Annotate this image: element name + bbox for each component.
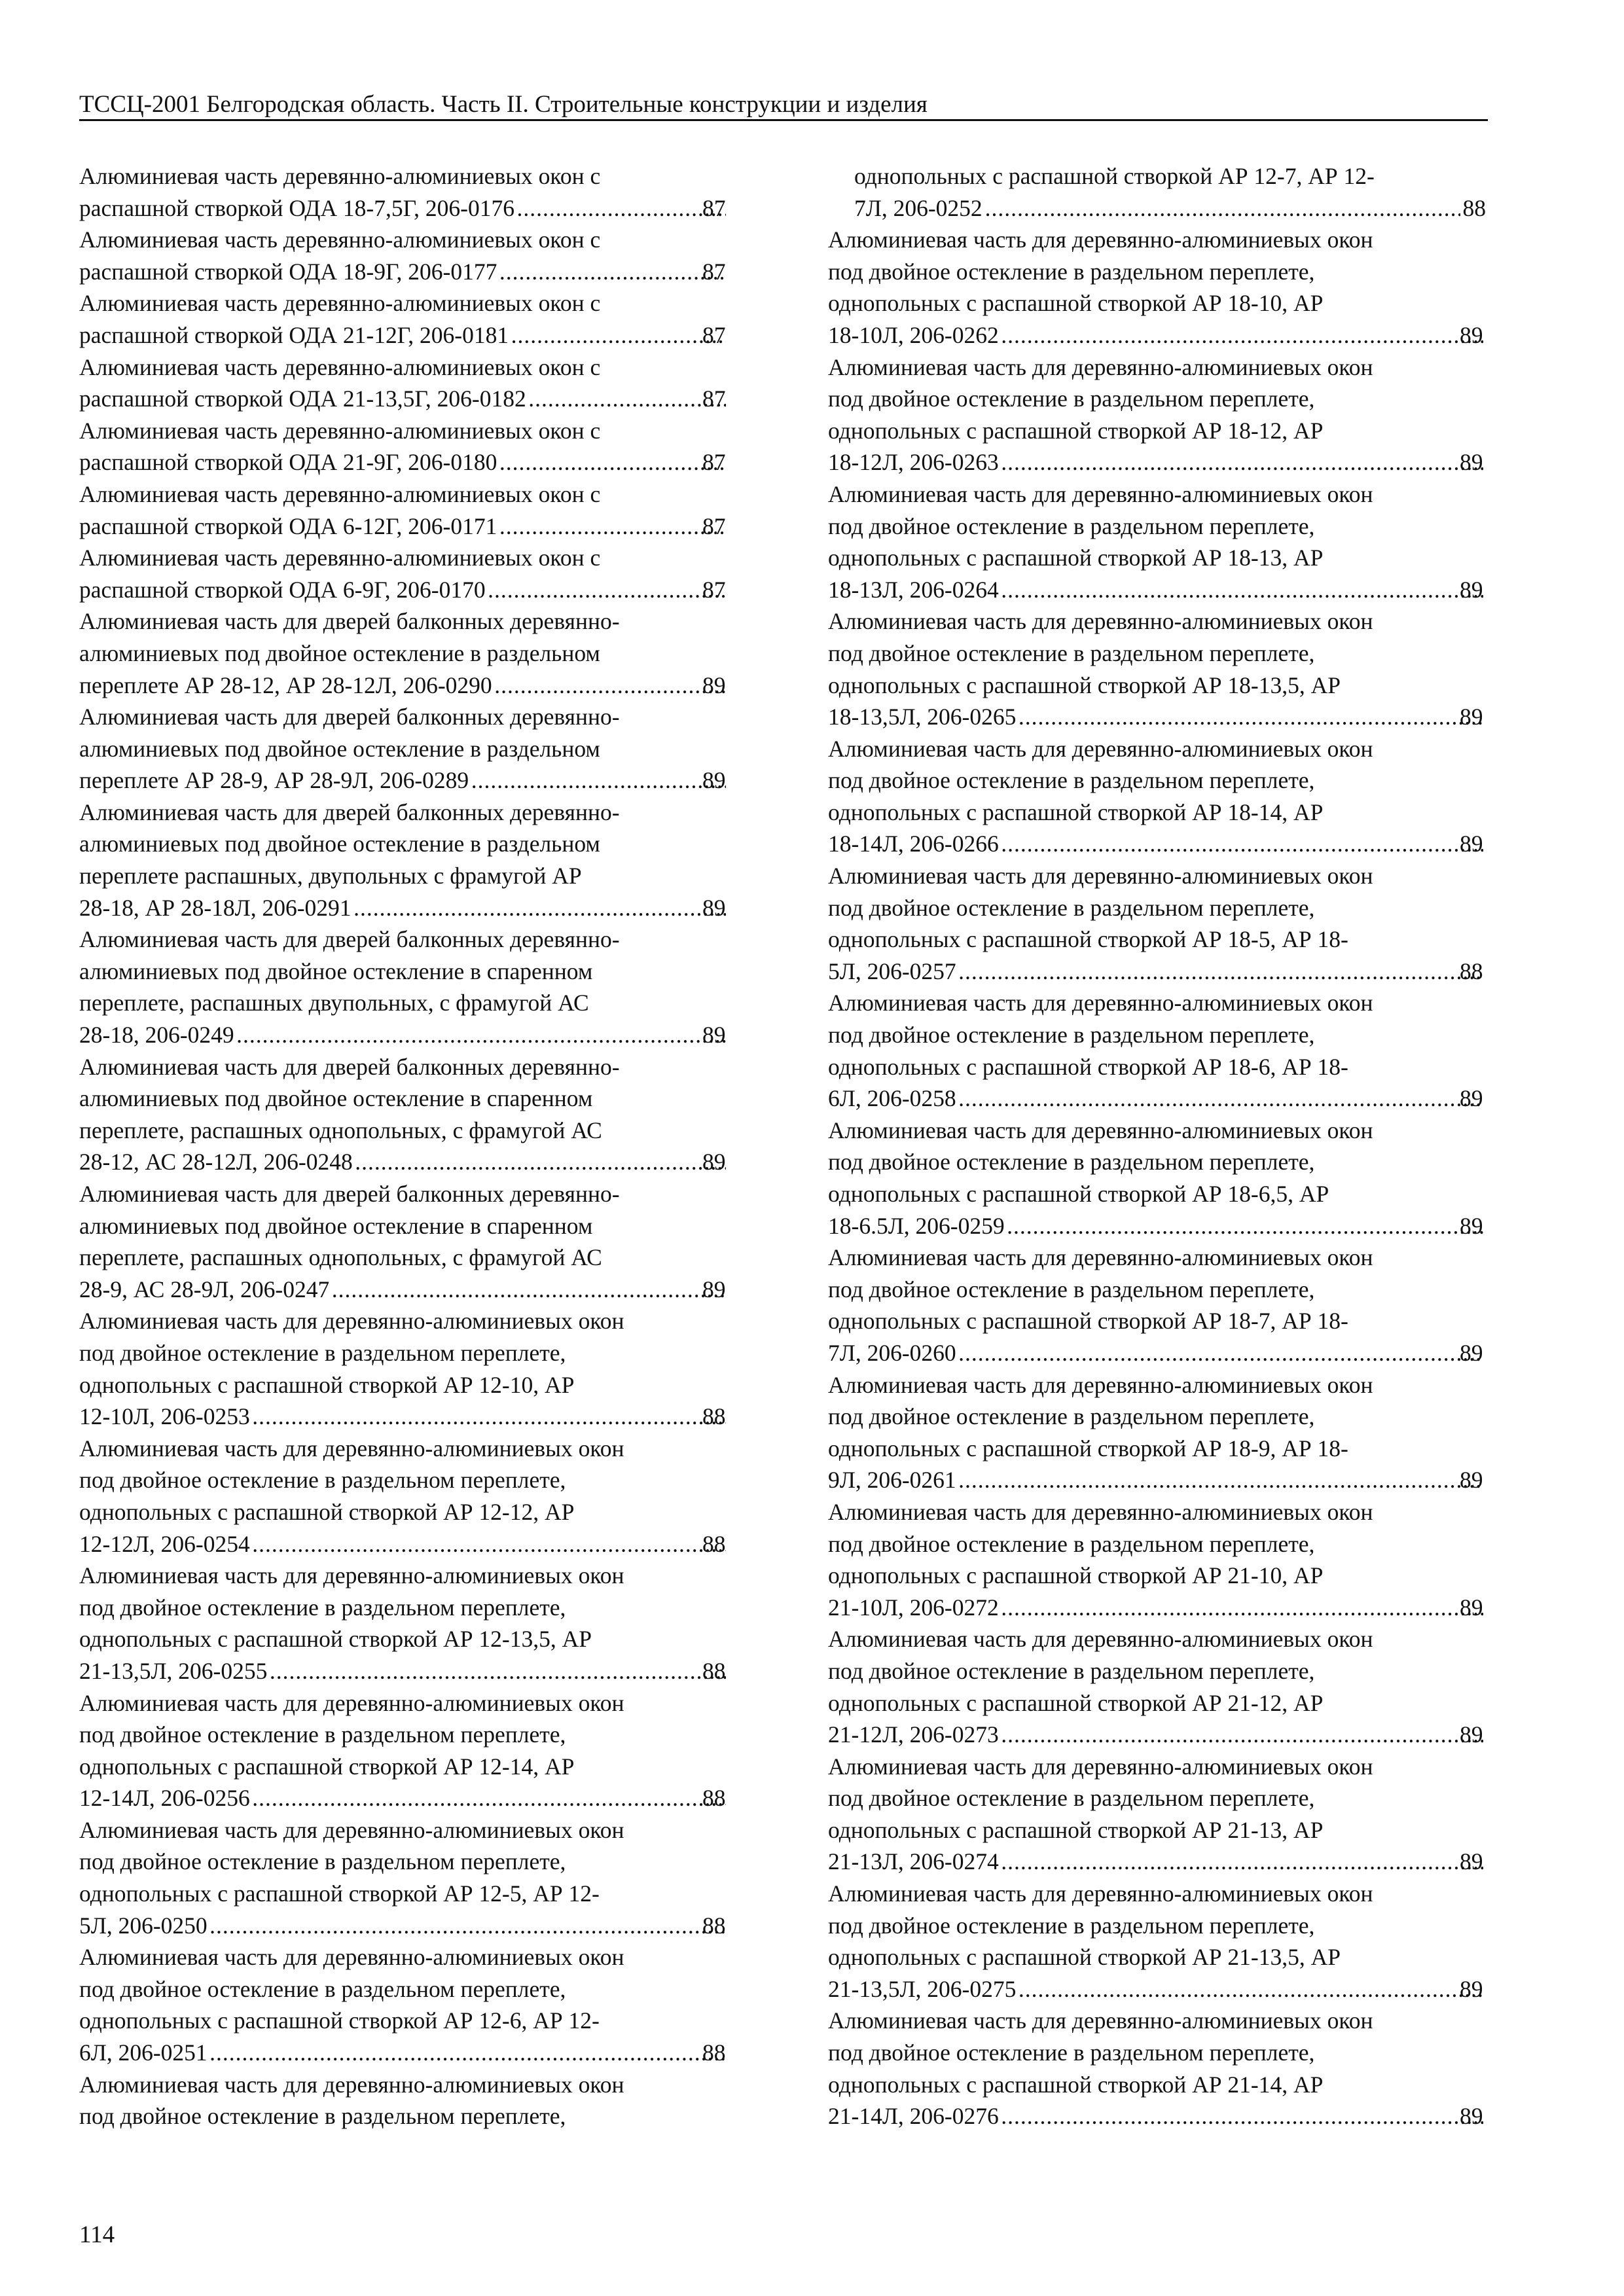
dot-leader xyxy=(1001,1592,1483,1624)
index-entry xyxy=(828,478,1486,605)
dot-leader xyxy=(253,1528,726,1560)
index-entry-last-line: 21-10Л, 206-0272 ..... 89 xyxy=(854,1592,1486,1624)
dot-leader xyxy=(511,319,726,351)
index-entry-last-line: распашной створкой ОДА 18-7,5Г, 206-0176 ..... 87 xyxy=(105,192,729,224)
index-entry-code: 18-13,5Л, 206-0265 xyxy=(828,704,1017,730)
dot-leader xyxy=(210,1910,726,1942)
dot-leader xyxy=(253,1401,726,1433)
index-entry-last-line: 12-12Л, 206-0254 ..... 88 xyxy=(105,1528,729,1560)
index-entry-line: Алюминиевая часть для деревянно-алюминиевых окон xyxy=(79,2071,624,2098)
index-entry-line: однопольных с распашной створкой АР 21-12, АР xyxy=(828,1689,1324,1716)
index-entry-line: алюминиевых под двойное остекление в раздельном xyxy=(79,831,600,857)
index-entry-code: распашной створкой ОДА 18-7,5Г, 206-0176 xyxy=(79,194,514,221)
index-entry-line: Алюминиевая часть для дверей балконных деревянно- xyxy=(79,1053,620,1080)
header-rule xyxy=(79,119,1488,121)
index-entry-line: однопольных с распашной створкой АР 12-5, АР 12- xyxy=(79,1880,600,1907)
index-entry-line: однопольных с распашной створкой АР 21-14, АР xyxy=(828,2071,1324,2098)
index-entry-last-line: 18-10Л, 206-0262 ..... 89 xyxy=(854,319,1486,351)
index-entry-last-line: распашной створкой ОДА 6-12Г, 206-0171 ..... 87 xyxy=(105,511,729,543)
dot-leader xyxy=(237,1019,726,1051)
index-entry-last-line: 21-14Л, 206-0276 ..... 89 xyxy=(854,2100,1486,2132)
index-entry-line: Алюминиевая часть для дверей балконных деревянно- xyxy=(79,704,620,730)
index-entry-last-line: 28-9, АС 28-9Л, 206-0247 ..... 89 xyxy=(105,1274,729,1306)
index-entry-code: переплете АР 28-9, АР 28-9Л, 206-0289 xyxy=(79,767,469,794)
index-entry-code: распашной створкой ОДА 21-9Г, 206-0180 xyxy=(79,449,497,476)
index-entry-line: Алюминиевая часть деревянно-алюминиевых окон с xyxy=(79,480,601,507)
index-entry xyxy=(828,224,1486,351)
index-column-right xyxy=(828,160,1486,2132)
dot-leader xyxy=(1007,1210,1483,1242)
dot-leader xyxy=(959,956,1483,988)
index-entry-code: 21-13Л, 206-0274 xyxy=(828,1848,999,1875)
index-entry-line: Алюминиевая часть для деревянно-алюминиевых окон xyxy=(828,226,1373,253)
dot-leader xyxy=(471,764,726,797)
index-entry-line: однопольных с распашной створкой АР 18-6,5, АР xyxy=(828,1181,1329,1207)
index-entry-last-line xyxy=(854,192,1486,224)
dot-leader xyxy=(332,1274,726,1306)
index-entry xyxy=(828,2005,1486,2132)
index-entry-line: Алюминиевая часть для деревянно-алюминиевых окон xyxy=(79,1816,624,1843)
index-entry-code: 21-12Л, 206-0273 xyxy=(828,1721,999,1748)
dot-leader xyxy=(517,192,726,224)
index-entry-line: под двойное остекление в раздельном переплете, xyxy=(828,1530,1315,1557)
index-entry-line: Алюминиевая часть деревянно-алюминиевых окон с xyxy=(79,545,601,571)
index-entry-line: под двойное остекление в раздельном переплете, xyxy=(828,639,1315,666)
index-entry-line: Алюминиевая часть для деревянно-алюминиевых окон xyxy=(828,480,1373,507)
index-entry-line: однопольных с распашной створкой АР 18-12, АР xyxy=(828,417,1324,444)
dot-leader xyxy=(959,1337,1483,1369)
index-entry-line: под двойное остекление в раздельном переплете, xyxy=(79,1594,566,1621)
index-entry-code: 21-13,5Л, 206-0275 xyxy=(828,1975,1017,2002)
index-entry-last-line: 5Л, 206-0250 ..... 88 xyxy=(105,1910,729,1942)
index-entry-code: 18-12Л, 206-0263 xyxy=(828,449,999,476)
index-entry-line: Алюминиевая часть для деревянно-алюминиевых окон xyxy=(828,1371,1373,1398)
index-entry-line: Алюминиевая часть для деревянно-алюминиевых окон xyxy=(828,1498,1373,1525)
index-entry-line: под двойное остекление в раздельном переплете, xyxy=(828,2039,1315,2066)
dot-leader xyxy=(1001,446,1483,478)
index-entry-line: однопольных с распашной створкой АР 21-10, АР xyxy=(828,1562,1324,1589)
index-entry-code: 7Л, 206-0252 xyxy=(854,194,983,221)
index-entry-line: однопольных с распашной створкой АР 18-10, АР xyxy=(828,290,1324,317)
index-entry-line: однопольных с распашной створкой АР 12-10, АР xyxy=(79,1371,575,1398)
dot-leader xyxy=(1019,1973,1483,2005)
index-entry xyxy=(828,1115,1486,1242)
index-entry-line: однопольных с распашной створкой АР 18-9, АР 18- xyxy=(828,1435,1348,1462)
index-entry-last-line: 21-13,5Л, 206-0275 ..... 89 xyxy=(854,1973,1486,2005)
index-column-left xyxy=(79,160,729,2132)
dot-leader xyxy=(1001,1719,1483,1751)
dot-leader xyxy=(355,1146,726,1178)
index-entry-line: однопольных с распашной створкой АР 18-6, АР 18- xyxy=(828,1053,1348,1080)
index-entry-line: Алюминиевая часть деревянно-алюминиевых окон с xyxy=(79,417,601,444)
dot-leader xyxy=(499,446,726,478)
index-entry-last-line: распашной створкой ОДА 21-9Г, 206-0180 ..... 87 xyxy=(105,446,729,478)
index-entry-line: Алюминиевая часть для дверей балконных деревянно- xyxy=(79,926,620,953)
index-entry-line: переплете, распашных однопольных, с фрамугой АС xyxy=(79,1244,602,1271)
index-entry-last-line: 7Л, 206-0260 ..... 89 xyxy=(854,1337,1486,1369)
index-entry-line: Алюминиевая часть для деревянно-алюминиевых окон xyxy=(828,1244,1373,1271)
dot-leader xyxy=(1001,828,1483,860)
index-entry xyxy=(79,415,729,478)
index-entry-line: под двойное остекление в раздельном переплете, xyxy=(79,1467,566,1494)
index-entry-line: под двойное остекление в раздельном переплете, xyxy=(828,386,1315,412)
index-entry-code: 12-12Л, 206-0254 xyxy=(79,1530,250,1557)
index-entry-code: распашной створкой ОДА 21-13,5Г, 206-0182 xyxy=(79,386,526,412)
index-entry-code: 28-12, АС 28-12Л, 206-0248 xyxy=(79,1149,353,1175)
index-entry-last-line: переплете АР 28-12, АР 28-12Л, 206-0290 ..... 89 xyxy=(105,670,729,702)
index-entry-line: однопольных с распашной створкой АР 12-12, АР xyxy=(79,1498,575,1525)
index-entry-code: 12-14Л, 206-0256 xyxy=(79,1785,250,1812)
index-entry-line: Алюминиевая часть для деревянно-алюминиевых окон xyxy=(828,735,1373,762)
index-entry-line: однопольных с распашной створкой АР 12-14, АР xyxy=(79,1753,575,1780)
index-entry-page: 88 xyxy=(1462,194,1486,221)
index-entry xyxy=(828,351,1486,478)
index-entry-line: Алюминиевая часть для деревянно-алюминиевых окон xyxy=(79,1308,624,1335)
index-entry-line: Алюминиевая часть для деревянно-алюминиевых окон xyxy=(79,1689,624,1716)
index-entry-line: Алюминиевая часть для деревянно-алюминиевых окон xyxy=(828,2007,1373,2034)
index-entry-line: однопольных с распашной створкой АР 18-7, АР 18- xyxy=(828,1308,1348,1335)
index-entry xyxy=(79,1051,729,1178)
index-entry-line: однопольных с распашной створкой АР 12-7, АР 12- xyxy=(854,163,1375,189)
index-entry xyxy=(828,860,1486,987)
index-entry xyxy=(79,287,729,351)
index-entry-line: под двойное остекление в раздельном переплете, xyxy=(79,1975,566,2002)
index-entry-last-line: 21-13,5Л, 206-0255 ..... 88 xyxy=(105,1655,729,1687)
index-entry-last-line: 6Л, 206-0251 ..... 88 xyxy=(105,2037,729,2069)
index-entry-line: Алюминиевая часть для деревянно-алюминиевых окон xyxy=(828,863,1373,889)
index-entry-last-line: 5Л, 206-0257 ..... 88 xyxy=(854,956,1486,988)
index-entry-last-line: распашной створкой ОДА 18-9Г, 206-0177 ..... 87 xyxy=(105,256,729,288)
index-entry-line: под двойное остекление в раздельном переплете, xyxy=(828,1912,1315,1939)
index-entry-line: под двойное остекление в раздельном переплете, xyxy=(828,767,1315,794)
index-entry xyxy=(828,1878,1486,2005)
index-entry-code: 6Л, 206-0258 xyxy=(828,1085,956,1112)
index-entry-code: распашной створкой ОДА 6-12Г, 206-0171 xyxy=(79,512,497,539)
index-entry-last-line: 18-12Л, 206-0263 ..... 89 xyxy=(854,446,1486,478)
index-entry-line: Алюминиевая часть для дверей балконных деревянно- xyxy=(79,1181,620,1207)
index-entry-line: Алюминиевая часть деревянно-алюминиевых окон с xyxy=(79,163,601,189)
index-entry xyxy=(828,1751,1486,1878)
index-entry xyxy=(828,733,1486,860)
index-entry-code: 9Л, 206-0261 xyxy=(828,1467,956,1494)
index-entry-code: 12-10Л, 206-0253 xyxy=(79,1403,250,1430)
index-entry-last-line: распашной створкой ОДА 21-12Г, 206-0181 ..... 87 xyxy=(105,319,729,351)
index-entry-line: однопольных с распашной створкой АР 18-5, АР 18- xyxy=(828,926,1348,953)
index-entry-line: переплете распашных, двупольных с фрамугой АР xyxy=(79,863,582,889)
index-entry xyxy=(79,160,729,224)
dot-leader xyxy=(959,1464,1483,1496)
index-entry-last-line: 18-14Л, 206-0266 ..... 89 xyxy=(854,828,1486,860)
dot-leader xyxy=(354,892,726,924)
index-entry xyxy=(79,1433,729,1560)
index-entry xyxy=(79,605,729,701)
index-entry-line: однопольных с распашной створкой АР 12-6, АР 12- xyxy=(79,2007,600,2034)
index-entry-code: 18-14Л, 206-0266 xyxy=(828,831,999,857)
index-entry-line: под двойное остекление в раздельном переплете, xyxy=(828,1657,1315,1684)
dot-leader xyxy=(1001,2100,1483,2132)
index-entry-code: 28-18, 206-0249 xyxy=(79,1022,234,1049)
index-entry-code: 18-13Л, 206-0264 xyxy=(828,576,999,603)
index-entry-line: алюминиевых под двойное остекление в спаренном xyxy=(79,1212,593,1239)
index-entry xyxy=(79,1941,729,2068)
index-entry xyxy=(79,2069,729,2132)
index-entry xyxy=(79,542,729,605)
dot-leader xyxy=(270,1655,726,1687)
index-entry-last-line: 28-12, АС 28-12Л, 206-0248 ..... 89 xyxy=(105,1146,729,1178)
index-entry-line: Алюминиевая часть для деревянно-алюминиевых окон xyxy=(828,1753,1373,1780)
index-entry xyxy=(79,1687,729,1814)
index-entry-last-line: 28-18, 206-0249 ..... 89 xyxy=(105,1019,729,1051)
index-entry-code: распашной створкой ОДА 6-9Г, 206-0170 xyxy=(79,576,486,603)
index-entry-code: 28-18, АР 28-18Л, 206-0291 xyxy=(79,894,352,921)
index-entry-line: однопольных с распашной створкой АР 18-14, АР xyxy=(828,798,1324,825)
index-entry-code: 5Л, 206-0257 xyxy=(828,958,956,984)
index-entry-line: алюминиевых под двойное остекление в раздельном xyxy=(79,639,600,666)
index-entry-line: Алюминиевая часть деревянно-алюминиевых окон с xyxy=(79,290,601,317)
index-entry-code: 21-10Л, 206-0272 xyxy=(828,1594,999,1621)
index-entry-line: Алюминиевая часть для деревянно-алюминиевых окон xyxy=(79,1435,624,1462)
index-entry xyxy=(828,1369,1486,1496)
index-entry-last-line: 18-13Л, 206-0264 ..... 89 xyxy=(854,574,1486,606)
dot-leader xyxy=(1001,1846,1483,1878)
index-entry-line: под двойное остекление в раздельном переплете, xyxy=(828,1149,1315,1175)
index-entry-line: Алюминиевая часть для дверей балконных деревянно- xyxy=(79,608,620,635)
index-entry-last-line: 28-18, АР 28-18Л, 206-0291 ..... 89 xyxy=(105,892,729,924)
index-entry-line: под двойное остекление в раздельном переплете, xyxy=(79,1848,566,1875)
dot-leader xyxy=(495,670,726,702)
index-entry-line: Алюминиевая часть для деревянно-алюминиевых окон xyxy=(79,1944,624,1971)
index-entry-line: Алюминиевая часть для деревянно-алюминиевых окон xyxy=(79,1562,624,1589)
dot-leader xyxy=(210,2037,726,2069)
index-entry-line: под двойное остекление в раздельном переплете, xyxy=(828,894,1315,921)
dot-leader xyxy=(499,511,726,543)
index-entry-last-line: 18-6.5Л, 206-0259 ..... 89 xyxy=(854,1210,1486,1242)
index-entry-code: распашной створкой ОДА 21-12Г, 206-0181 xyxy=(79,321,509,348)
index-entry-last-line: распашной створкой ОДА 21-13,5Г, 206-0182 ..... 87 xyxy=(105,383,729,415)
index-entry-last-line: 12-10Л, 206-0253 ..... 88 xyxy=(105,1401,729,1433)
index-entry-code: 5Л, 206-0250 xyxy=(79,1912,208,1939)
index-entry-line: однопольных с распашной створкой АР 21-13,5, АР xyxy=(828,1944,1341,1971)
dot-leader xyxy=(985,192,1460,224)
index-entry xyxy=(79,924,729,1050)
index-entry-code: 18-6.5Л, 206-0259 xyxy=(828,1212,1005,1239)
index-entry xyxy=(79,1178,729,1305)
index-entry xyxy=(828,1623,1486,1750)
index-entry-last-line: 12-14Л, 206-0256 ..... 88 xyxy=(105,1782,729,1814)
dot-leader xyxy=(253,1782,726,1814)
index-entry-line: Алюминиевая часть для деревянно-алюминиевых окон xyxy=(828,990,1373,1016)
dot-leader xyxy=(529,383,726,415)
index-entry-line: однопольных с распашной створкой АР 18-13,5, АР xyxy=(828,672,1341,698)
dot-leader xyxy=(959,1083,1483,1115)
index-entry-last-line: 21-12Л, 206-0273 ..... 89 xyxy=(854,1719,1486,1751)
index-entry-code: 21-13,5Л, 206-0255 xyxy=(79,1657,268,1684)
index-entry xyxy=(828,1242,1486,1369)
index-entry xyxy=(828,160,1486,224)
index-entry-line: алюминиевых под двойное остекление в спаренном xyxy=(79,1085,593,1112)
index-entry-code: 7Л, 206-0260 xyxy=(828,1339,956,1366)
index-entry-code: 18-10Л, 206-0262 xyxy=(828,321,999,348)
index-entry-code: 28-9, АС 28-9Л, 206-0247 xyxy=(79,1276,330,1302)
index-entry-last-line: 18-13,5Л, 206-0265 ..... 89 xyxy=(854,701,1486,733)
index-entry-last-line: 9Л, 206-0261 ..... 89 xyxy=(854,1464,1486,1496)
index-entry-line: под двойное остекление в раздельном переплете, xyxy=(828,1276,1315,1302)
index-entry xyxy=(79,478,729,542)
index-entry-line: переплете, распашных однопольных, с фрамугой АС xyxy=(79,1117,602,1143)
index-entry-line: переплете, распашных двупольных, с фрамугой АС xyxy=(79,990,589,1016)
index-entry-line: Алюминиевая часть деревянно-алюминиевых окон с xyxy=(79,353,601,380)
index-entry-line: алюминиевых под двойное остекление в раздельном xyxy=(79,735,600,762)
dot-leader xyxy=(499,256,726,288)
index-entry-line: Алюминиевая часть для деревянно-алюминиевых окон xyxy=(828,1880,1373,1907)
index-entry-line: Алюминиевая часть для деревянно-алюминиевых окон xyxy=(828,1626,1373,1653)
index-entry-code: распашной створкой ОДА 18-9Г, 206-0177 xyxy=(79,258,497,285)
index-entry-code: переплете АР 28-12, АР 28-12Л, 206-0290 xyxy=(79,672,492,698)
index-entry xyxy=(79,701,729,797)
index-entry-last-line: 6Л, 206-0258 ..... 89 xyxy=(854,1083,1486,1115)
index-entry xyxy=(828,1496,1486,1623)
index-entry xyxy=(79,797,729,924)
index-entry xyxy=(79,224,729,287)
index-entry-line: под двойное остекление в раздельном переплете, xyxy=(828,1403,1315,1430)
index-entry-line: под двойное остекление в раздельном переплете, xyxy=(828,1785,1315,1812)
dot-leader xyxy=(1001,574,1483,606)
index-entry-line: под двойное остекление в раздельном переплете, xyxy=(828,512,1315,539)
dot-leader xyxy=(1001,319,1483,351)
index-entry-line: под двойное остекление в раздельном переплете, xyxy=(828,258,1315,285)
index-entry-line: алюминиевых под двойное остекление в спаренном xyxy=(79,958,593,984)
index-entry-code: 21-14Л, 206-0276 xyxy=(828,2103,999,2130)
index-entry-line: под двойное остекление в раздельном переплете, xyxy=(79,1339,566,1366)
index-entry-line: Алюминиевая часть для дверей балконных деревянно- xyxy=(79,798,620,825)
index-entry-line: под двойное остекление в раздельном переплете, xyxy=(79,1721,566,1748)
index-entry xyxy=(79,351,729,415)
index-entry-line: однопольных с распашной створкой АР 18-13, АР xyxy=(828,545,1324,571)
index-entry-line: однопольных с распашной створкой АР 21-13, АР xyxy=(828,1816,1324,1843)
running-header: ТССЦ-2001 Белгородская область. Часть II. Строительные конструкции и изделия xyxy=(79,91,928,118)
index-entry xyxy=(828,987,1486,1114)
index-entry xyxy=(828,605,1486,732)
dot-leader xyxy=(488,574,726,606)
index-entry-last-line: переплете АР 28-9, АР 28-9Л, 206-0289 ..... 89 xyxy=(105,764,729,797)
index-entry-last-line: распашной створкой ОДА 6-9Г, 206-0170 ..... 87 xyxy=(105,574,729,606)
index-entry xyxy=(79,1814,729,1941)
index-entry-line: под двойное остекление в раздельном переплете, xyxy=(828,1022,1315,1049)
index-entry-line: Алюминиевая часть для деревянно-алюминиевых окон xyxy=(828,1117,1373,1143)
index-entry xyxy=(79,1560,729,1687)
index-entry-line: однопольных с распашной створкой АР 12-13,5, АР xyxy=(79,1626,592,1653)
index-entry-line: Алюминиевая часть деревянно-алюминиевых окон с xyxy=(79,226,601,253)
index-entry xyxy=(79,1305,729,1432)
index-entry-code: 6Л, 206-0251 xyxy=(79,2039,208,2066)
page-number: 114 xyxy=(79,2221,115,2248)
index-entry-last-line: 21-13Л, 206-0274 ..... 89 xyxy=(854,1846,1486,1878)
dot-leader xyxy=(1019,701,1483,733)
index-entry-line: Алюминиевая часть для деревянно-алюминиевых окон xyxy=(828,353,1373,380)
index-entry-line: под двойное остекление в раздельном переплете, xyxy=(79,2103,566,2130)
index-entry-line: Алюминиевая часть для деревянно-алюминиевых окон xyxy=(828,608,1373,635)
